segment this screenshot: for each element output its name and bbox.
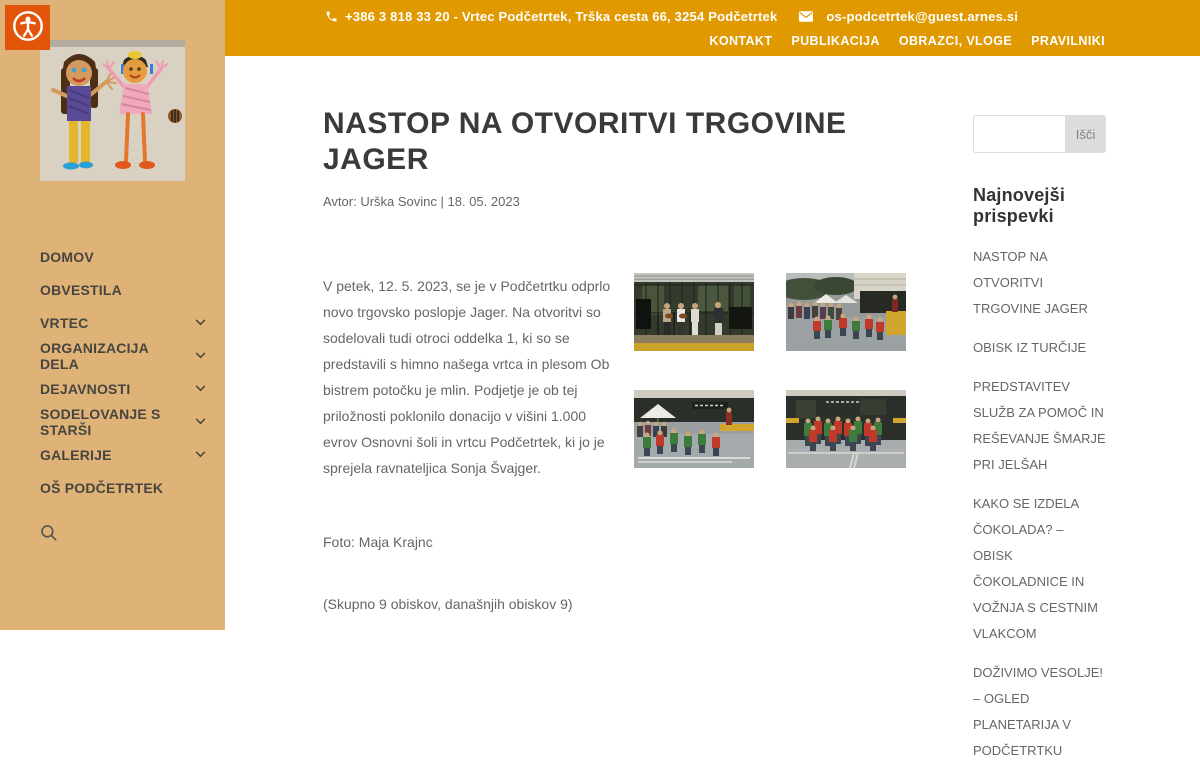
child-drawing-logo (40, 40, 185, 181)
chevron-down-icon[interactable] (195, 418, 206, 425)
sidebar-item-label: SODELOVANJE S STARŠI (40, 405, 161, 438)
topbar-contact (325, 9, 1018, 24)
topbar-nav (709, 34, 1105, 48)
page-title: NASTOP NA OTVORITVI TRGOVINE JAGER (323, 107, 847, 176)
recent-post-link[interactable]: PREDSTAVITEV SLUŽB ZA POMOČ IN REŠEVANJE ŠMARJE PRI JELŠAH (973, 379, 1106, 472)
top-bar (225, 0, 1200, 56)
search-form (973, 115, 1106, 153)
sidebar-item-label: GALERIJE (40, 446, 112, 463)
list-item (973, 335, 1106, 361)
chevron-down-icon[interactable] (195, 352, 206, 359)
accessibility-icon (11, 9, 45, 46)
left-sidebar (0, 0, 225, 630)
main-content (225, 56, 1200, 758)
sidebar-item-label: OŠ PODČETRTEK (40, 479, 164, 496)
email-icon (799, 11, 813, 22)
recent-posts-heading: Najnovejši prispevki (973, 185, 1066, 226)
sidebar-item-dejavnosti[interactable] (40, 372, 206, 405)
chevron-down-icon[interactable] (195, 385, 206, 392)
sidebar-item-vrtec[interactable] (40, 306, 206, 339)
sidebar-search-icon[interactable] (40, 524, 60, 544)
recent-posts-list (973, 244, 1106, 764)
article-text: V petek, 12. 5. 2023, se je v Podčetrtku odprlo novo trgovsko poslopje Jager. Na otvoritvi so sodelovali tudi otroci oddelka 1, ki so se predstavili s himno našega vrtca in plesom Ob bistrem potočku je mlin. Podjetje je ob tej priložnosti poklonilo donacijo v višini 1.000 evrov Osnovni šoli in vrtcu Podčetrtek, ki jo je sprejela ravnateljica Sonja Švajger. (323, 278, 611, 476)
sidebar-item-sodelovanje-s-starsi[interactable] (40, 405, 206, 438)
recent-post-link[interactable]: KAKO SE IZDELA ČOKOLADA? – OBISK ČOKOLADNICE IN VOŽNJA S CESTNIM VLAKCOM (973, 496, 1098, 641)
sidebar-item-label: VRTEC (40, 314, 89, 331)
topbar-email-group[interactable] (799, 9, 1018, 24)
accessibility-button[interactable] (5, 5, 50, 50)
search-button[interactable]: Išči (1065, 115, 1106, 153)
phone-icon (325, 10, 338, 23)
list-item (973, 244, 1106, 322)
sidebar-item-os-podcetrtek[interactable] (40, 471, 206, 504)
gallery-photo-dancing-crowd[interactable] (786, 273, 906, 351)
right-sidebar (973, 56, 1106, 777)
sidebar-item-label: ORGANIZACIJA DELA (40, 339, 149, 372)
sidebar-item-organizacija-dela[interactable] (40, 339, 206, 372)
topnav-pravilniki[interactable]: PRAVILNIKI (1031, 34, 1105, 48)
gallery-photo-group[interactable] (786, 390, 906, 468)
topbar-email-text: os-podcetrtek@guest.arnes.si (826, 9, 1019, 24)
sidebar-item-label: DOMOV (40, 248, 94, 265)
sidebar-item-label: OBVESTILA (40, 281, 122, 298)
list-item (973, 491, 1106, 647)
article (323, 56, 909, 612)
gallery-photo-performance[interactable] (634, 390, 754, 468)
article-body (323, 273, 909, 481)
chevron-down-icon[interactable] (195, 451, 206, 458)
topnav-kontakt[interactable]: KONTAKT (709, 34, 773, 48)
recent-post-link[interactable]: OBISK IZ TURČIJE (973, 340, 1087, 355)
topbar-phone-text: +386 3 818 33 20 - Vrtec Podčetrtek, Trška cesta 66, 3254 Podčetrtek (345, 9, 778, 24)
recent-post-link[interactable]: NASTOP NA OTVORITVI TRGOVINE JAGER (973, 249, 1088, 316)
sidebar-item-label: DEJAVNOSTI (40, 380, 131, 397)
sidebar-item-domov[interactable] (40, 240, 206, 273)
photo-gallery (634, 273, 906, 481)
search-input[interactable] (973, 115, 1065, 153)
gallery-photo-stage[interactable] (634, 273, 754, 351)
sidebar-item-galerije[interactable] (40, 438, 206, 471)
recent-post-link[interactable]: DOŽIVIMO VESOLJE! – OGLED PLANETARIJA V PODČETRTKU (973, 665, 1104, 758)
topnav-publikacija[interactable]: PUBLIKACIJA (791, 34, 880, 48)
visit-counter: (Skupno 9 obiskov, današnjih obiskov 9) (323, 596, 573, 612)
sidebar-item-obvestila[interactable] (40, 273, 206, 306)
site-logo[interactable] (40, 40, 185, 181)
list-item (973, 374, 1106, 478)
list-item (973, 660, 1106, 764)
sidebar-nav (40, 240, 206, 504)
article-meta: Avtor: Urška Sovinc | 18. 05. 2023 (323, 194, 520, 209)
topnav-obrazci-vloge[interactable]: OBRAZCI, VLOGE (898, 34, 1013, 48)
photo-credit: Foto: Maja Krajnc (323, 534, 433, 550)
chevron-down-icon[interactable] (195, 319, 206, 326)
